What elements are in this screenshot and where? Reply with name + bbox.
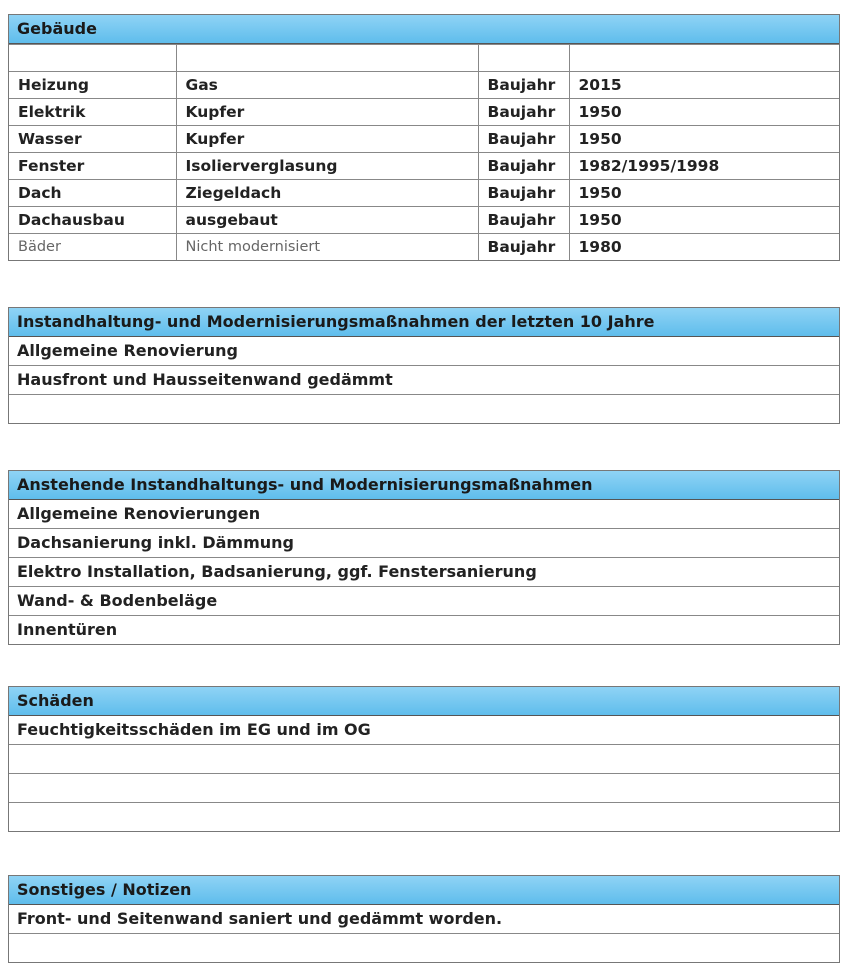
table-row-empty	[9, 45, 839, 72]
cell-year-label: Baujahr	[478, 180, 569, 207]
cell-year: 1950	[569, 126, 839, 153]
cell-year-label: Baujahr	[478, 234, 569, 261]
list-item: Wand- & Bodenbeläge	[9, 587, 839, 616]
list-item	[9, 395, 839, 423]
cell-label: Dachausbau	[9, 207, 176, 234]
cell-value: Gas	[176, 72, 478, 99]
list-item: Feuchtigkeitsschäden im EG und im OG	[9, 716, 839, 745]
list-item: Hausfront und Hausseitenwand gedämmt	[9, 366, 839, 395]
list-item: Front- und Seitenwand saniert und gedämmt worden.	[9, 905, 839, 934]
section-header: Schäden	[9, 687, 839, 716]
list-item	[9, 774, 839, 803]
table-row	[9, 153, 839, 180]
list-item: Allgemeine Renovierungen	[9, 500, 839, 529]
cell-year: 1982/1995/1998	[569, 153, 839, 180]
section-header: Gebäude	[9, 15, 839, 44]
gebaeude-section	[8, 14, 840, 261]
anstehend-section	[8, 470, 840, 645]
table-row	[9, 207, 839, 234]
cell-value: Kupfer	[176, 126, 478, 153]
cell-year: 1980	[569, 234, 839, 261]
cell-value: Kupfer	[176, 99, 478, 126]
cell-year-label: Baujahr	[478, 207, 569, 234]
list-item	[9, 803, 839, 831]
cell-year: 2015	[569, 72, 839, 99]
instandhaltung-section	[8, 307, 840, 424]
cell-label: Heizung	[9, 72, 176, 99]
sonstiges-section	[8, 875, 840, 963]
list-item: Elektro Installation, Badsanierung, ggf. Fenstersanierung	[9, 558, 839, 587]
cell-value: ausgebaut	[176, 207, 478, 234]
cell-year: 1950	[569, 99, 839, 126]
table-row	[9, 99, 839, 126]
cell-year-label: Baujahr	[478, 126, 569, 153]
cell-year: 1950	[569, 180, 839, 207]
list-item: Dachsanierung inkl. Dämmung	[9, 529, 839, 558]
cell-label: Bäder	[9, 234, 176, 261]
list-item: Allgemeine Renovierung	[9, 337, 839, 366]
table-row	[9, 180, 839, 207]
table-row	[9, 126, 839, 153]
gebaeude-table	[9, 44, 839, 260]
cell-value: Isolierverglasung	[176, 153, 478, 180]
cell-label: Dach	[9, 180, 176, 207]
section-header: Anstehende Instandhaltungs- und Modernisierungsmaßnahmen	[9, 471, 839, 500]
table-row	[9, 234, 839, 261]
cell-value: Ziegeldach	[176, 180, 478, 207]
cell-year-label: Baujahr	[478, 72, 569, 99]
cell-year: 1950	[569, 207, 839, 234]
schaeden-section	[8, 686, 840, 832]
section-header: Instandhaltung- und Modernisierungsmaßnahmen der letzten 10 Jahre	[9, 308, 839, 337]
table-row	[9, 72, 839, 99]
list-item: Innentüren	[17, 620, 118, 639]
cell-label: Wasser	[9, 126, 176, 153]
cell-year-label: Baujahr	[478, 99, 569, 126]
list-item	[9, 934, 839, 962]
cell-label: Fenster	[9, 153, 176, 180]
cell-year-label: Baujahr	[478, 153, 569, 180]
list-item	[9, 745, 839, 774]
cell-value: Nicht modernisiert	[176, 234, 478, 261]
section-header: Sonstiges / Notizen	[9, 876, 839, 905]
cell-label: Elektrik	[9, 99, 176, 126]
